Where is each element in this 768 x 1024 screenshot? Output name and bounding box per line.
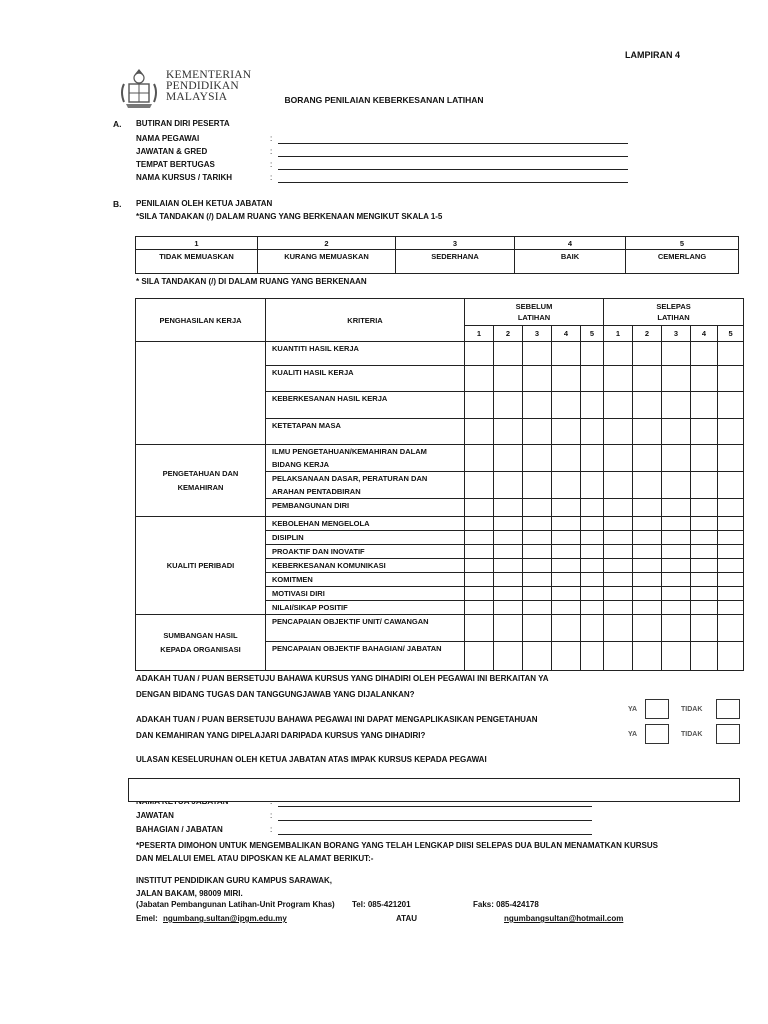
before-score-cell[interactable] [494,499,523,517]
after-score-cell[interactable] [604,531,633,545]
section-b-heading: PENILAIAN OLEH KETUA JABATAN [136,199,273,208]
before-score-cell[interactable] [523,392,552,419]
address-line-1: INSTITUT PENDIDIKAN GURU KAMPUS SARAWAK, [136,876,333,885]
after-score-cell[interactable] [604,615,633,642]
colon: : [270,811,273,820]
ulasan-label: ULASAN KESELURUHAN OLEH KETUA JABATAN ATAS IMPAK KURSUS KEPADA PEGAWAI [136,755,487,764]
before-score-cell[interactable] [552,642,581,671]
criteria-label: KEBOLEHAN MENGELOLA [266,517,465,531]
before-score-cell[interactable] [494,472,523,499]
scale-label: SEDERHANA [396,250,515,274]
fax: Faks: 085-424178 [473,900,539,909]
score-num: 1 [465,326,494,342]
after-score-cell[interactable] [691,587,718,601]
before-score-cell[interactable] [465,517,494,531]
before-score-cell[interactable] [552,587,581,601]
criteria-label [266,445,465,472]
group-name-line: SUMBANGAN HASIL [163,630,238,640]
question-2-line-2: DAN KEMAHIRAN YANG DIPELAJARI DARIPADA KURSUS YANG DIHADIRI? [136,731,426,740]
criteria-row [136,615,744,642]
q2-ya-checkbox[interactable] [645,724,669,744]
after-score-cell[interactable] [718,342,744,366]
q1-ya-checkbox[interactable] [645,699,669,719]
after-score-cell[interactable] [604,366,633,392]
scale-label: BAIK [515,250,626,274]
before-score-cell[interactable] [552,472,581,499]
criteria-row [136,517,744,531]
before-score-cell[interactable] [552,601,581,615]
after-score-cell[interactable] [691,642,718,671]
colon: : [270,147,273,156]
q1-tidak-label: TIDAK [681,706,703,713]
criteria-label-line: ILMU PENGETAHUAN/KEMAHIRAN DALAM [272,447,427,456]
colon: : [270,160,273,169]
after-score-cell[interactable] [691,573,718,587]
group-name-line: PENGETAHUAN DAN [162,468,239,478]
telephone: Tel: 085-421201 [352,900,411,909]
before-score-cell[interactable] [523,573,552,587]
after-score-cell[interactable] [662,559,691,573]
before-score-cell[interactable] [494,517,523,531]
before-score-cell[interactable] [523,472,552,499]
q2-tidak-checkbox[interactable] [716,724,740,744]
before-score-cell[interactable] [465,366,494,392]
jawatan-field[interactable] [278,811,592,821]
scale-label: KURANG MEMUASKAN [258,250,396,274]
group-name-line: KEPADA ORGANISASI [160,644,241,654]
score-num: 2 [633,326,662,342]
after-score-cell[interactable] [662,517,691,531]
return-note-line-1: *PESERTA DIMOHON UNTUK MENGEMBALIKAN BORANG YANG TELAH LENGKAP DIISI SELEPAS DUA BULAN MENAMATKAN KURSUS [136,841,658,850]
section-b-instruction: *SILA TANDAKAN (/) DALAM RUANG YANG BERKENAAN MENGIKUT SKALA 1-5 [136,212,443,221]
scale-num: 1 [136,237,258,250]
after-score-cell[interactable] [633,642,662,671]
tempat-bertugas-field[interactable] [278,160,628,170]
criteria-label: DISIPLIN [266,531,465,545]
question-1-line-1: ADAKAH TUAN / PUAN BERSETUJU BAHAWA KURSUS YANG DIHADIRI OLEH PEGAWAI INI BERKAITAN YA [136,674,549,683]
after-score-cell[interactable] [633,499,662,517]
before-score-cell[interactable] [523,419,552,445]
after-score-cell[interactable] [718,366,744,392]
col-header-group: PENGHASILAN KERJA [136,299,266,342]
before-score-cell[interactable] [494,642,523,671]
criteria-label [266,499,465,517]
before-score-cell[interactable] [552,573,581,587]
before-score-cell[interactable] [494,445,523,472]
after-score-cell[interactable] [718,587,744,601]
after-score-cell[interactable] [604,545,633,559]
before-score-cell[interactable] [465,392,494,419]
after-score-cell[interactable] [718,545,744,559]
after-score-cell[interactable] [604,573,633,587]
field-label-jawatan-gred: JAWATAN & GRED [136,147,208,156]
after-score-cell[interactable] [662,642,691,671]
before-score-cell[interactable] [581,545,604,559]
criteria-label: PENCAPAIAN OBJEKTIF BAHAGIAN/ JABATAN [266,642,465,671]
before-score-cell[interactable] [552,615,581,642]
after-score-cell[interactable] [691,472,718,499]
after-score-cell[interactable] [633,392,662,419]
before-score-cell[interactable] [494,601,523,615]
after-score-cell[interactable] [604,499,633,517]
before-score-cell[interactable] [465,531,494,545]
return-note [136,839,658,865]
before-score-cell[interactable] [552,517,581,531]
after-score-cell[interactable] [691,419,718,445]
before-score-cell[interactable] [523,615,552,642]
before-score-cell[interactable] [552,499,581,517]
criteria-label: KEBERKESANAN KOMUNIKASI [266,559,465,573]
before-score-cell[interactable] [581,392,604,419]
after-score-cell[interactable] [662,545,691,559]
before-score-cell[interactable] [494,587,523,601]
question-2 [136,712,538,744]
criteria-label: MOTIVASI DIRI [266,587,465,601]
scale-num: 3 [396,237,515,250]
question-1 [136,671,548,703]
after-score-cell[interactable] [604,472,633,499]
before-score-cell[interactable] [523,342,552,366]
before-score-cell[interactable] [523,499,552,517]
address-block [136,874,332,900]
criteria-label: KUANTITI HASIL KERJA [266,342,465,366]
before-line-1: SEBELUM [515,302,553,311]
before-score-cell[interactable] [523,601,552,615]
after-score-cell[interactable] [718,472,744,499]
after-score-cell[interactable] [604,342,633,366]
section-a-letter: A. [113,119,122,129]
after-score-cell[interactable] [662,342,691,366]
criteria-label: KETETAPAN MASA [266,419,465,445]
after-score-cell[interactable] [718,642,744,671]
before-score-cell[interactable] [552,392,581,419]
before-score-cell[interactable] [494,545,523,559]
before-score-cell[interactable] [465,545,494,559]
field-label-nama-pegawai: NAMA PEGAWAI [136,134,200,143]
before-score-cell[interactable] [494,342,523,366]
before-line-2: LATIHAN [517,313,551,322]
before-score-cell[interactable] [465,587,494,601]
before-score-cell[interactable] [494,419,523,445]
before-score-cell[interactable] [552,559,581,573]
before-score-cell[interactable] [581,615,604,642]
criteria-label-line: ARAHAN PENTADBIRAN [272,487,361,496]
before-score-cell[interactable] [523,517,552,531]
scale-number-row [136,237,739,250]
question-2-line-1: ADAKAH TUAN / PUAN BERSETUJU BAHAWA PEGAWAI INI DAPAT MENGAPLIKASIKAN PENGETAHUAN [136,715,538,724]
q1-tidak-checkbox[interactable] [716,699,740,719]
before-score-cell[interactable] [465,601,494,615]
criteria-label: KOMITMEN [266,573,465,587]
before-score-cell[interactable] [581,573,604,587]
criteria-label-line: PELAKSANAAN DASAR, PERATURAN DAN [272,474,428,483]
group-name [136,445,266,517]
score-num: 1 [604,326,633,342]
before-score-cell[interactable] [465,559,494,573]
scale-num: 2 [258,237,396,250]
after-score-cell[interactable] [718,419,744,445]
col-header-before [465,299,604,326]
criteria-label: NILAI/SIKAP POSITIF [266,601,465,615]
after-score-cell[interactable] [604,419,633,445]
after-score-cell[interactable] [718,392,744,419]
criteria-row [136,445,744,472]
group-name-line: KEMAHIRAN [177,482,224,492]
after-score-cell[interactable] [633,615,662,642]
email-link-2[interactable]: ngumbangsultan@hotmail.com [504,914,624,923]
atau-label: ATAU [396,914,418,923]
before-score-cell[interactable] [465,573,494,587]
after-score-cell[interactable] [604,642,633,671]
after-score-cell[interactable] [662,472,691,499]
after-score-cell[interactable] [633,559,662,573]
after-score-cell[interactable] [718,499,744,517]
col-header-criteria: KRITERIA [266,299,465,342]
score-num: 3 [523,326,552,342]
after-score-cell[interactable] [662,499,691,517]
after-score-cell[interactable] [633,366,662,392]
q1-ya-label: YA [628,706,638,713]
after-score-cell[interactable] [604,517,633,531]
colon: : [270,134,273,143]
before-score-cell[interactable] [465,499,494,517]
before-score-cell[interactable] [523,531,552,545]
before-score-cell[interactable] [465,445,494,472]
scale-label: TIDAK MEMUASKAN [136,250,258,274]
before-score-cell[interactable] [465,419,494,445]
before-score-cell[interactable] [552,531,581,545]
before-score-cell[interactable] [494,392,523,419]
before-score-cell[interactable] [552,545,581,559]
before-score-cell[interactable] [581,472,604,499]
q2-tidak-label: TIDAK [681,731,703,738]
after-score-cell[interactable] [633,342,662,366]
before-score-cell[interactable] [523,559,552,573]
criteria-row [136,342,744,366]
after-score-cell[interactable] [633,531,662,545]
field-label-bahagian: BAHAGIAN / JABATAN [136,825,223,834]
after-score-cell[interactable] [633,587,662,601]
after-line-2: LATIHAN [657,313,690,322]
before-score-cell[interactable] [465,642,494,671]
after-score-cell[interactable] [718,531,744,545]
jawatan-gred-field[interactable] [278,147,628,157]
col-header-after [604,299,744,326]
score-num: 4 [691,326,718,342]
after-score-cell[interactable] [691,342,718,366]
before-score-cell[interactable] [552,419,581,445]
after-score-cell[interactable] [604,392,633,419]
ministry-name-line-2: PENDIDIKAN [166,80,239,92]
after-score-cell[interactable] [718,559,744,573]
after-score-cell[interactable] [662,419,691,445]
scale-label-row [136,250,739,274]
after-score-cell[interactable] [691,601,718,615]
after-score-cell[interactable] [633,472,662,499]
before-score-cell[interactable] [465,472,494,499]
colon: : [270,825,273,834]
after-score-cell[interactable] [691,445,718,472]
before-score-cell[interactable] [494,573,523,587]
return-note-line-2: DAN MELALUI EMEL ATAU DIPOSKAN KE ALAMAT BERIKUT:- [136,854,374,863]
ministry-name-line-3: MALAYSIA [166,91,228,103]
score-num: 5 [581,326,604,342]
email-link-1[interactable]: ngumbang.sultan@ipgm.edu.my [163,914,287,923]
form-title: BORANG PENILAIAN KEBERKESANAN LATIHAN [284,95,484,105]
after-score-cell[interactable] [662,573,691,587]
colon: : [270,173,273,182]
after-score-cell[interactable] [691,531,718,545]
before-score-cell[interactable] [581,531,604,545]
nama-kursus-field[interactable] [278,173,628,183]
after-score-cell[interactable] [633,517,662,531]
after-line-1: SELEPAS [656,302,691,311]
before-score-cell[interactable] [465,615,494,642]
after-score-cell[interactable] [691,615,718,642]
after-score-cell[interactable] [662,531,691,545]
before-score-cell[interactable] [552,342,581,366]
table-header-row [136,299,744,326]
scale-num: 5 [626,237,739,250]
after-score-cell[interactable] [604,601,633,615]
evaluation-table-body [136,342,744,671]
after-score-cell[interactable] [691,392,718,419]
email-label: Emel: [136,914,158,923]
after-score-cell[interactable] [718,517,744,531]
before-score-cell[interactable] [581,587,604,601]
before-score-cell[interactable] [581,419,604,445]
field-label-jawatan: JAWATAN [136,811,174,820]
before-score-cell[interactable] [523,445,552,472]
lampiran-label: LAMPIRAN 4 [625,50,681,60]
before-score-cell[interactable] [494,531,523,545]
after-score-cell[interactable] [662,615,691,642]
criteria-label: KUALITI HASIL KERJA [266,366,465,392]
before-score-cell[interactable] [581,499,604,517]
after-score-cell[interactable] [691,545,718,559]
before-score-cell[interactable] [552,366,581,392]
ministry-name-line-1: KEMENTERIAN [166,69,252,81]
after-score-cell[interactable] [633,419,662,445]
after-score-cell[interactable] [633,601,662,615]
after-score-cell[interactable] [662,392,691,419]
after-score-cell[interactable] [604,587,633,601]
after-score-cell[interactable] [633,445,662,472]
before-score-cell[interactable] [494,615,523,642]
score-num: 3 [662,326,691,342]
after-score-cell[interactable] [718,615,744,642]
score-num: 5 [718,326,744,342]
after-score-cell[interactable] [633,573,662,587]
criteria-label-line: BIDANG KERJA [272,460,330,469]
after-score-cell[interactable] [662,366,691,392]
before-score-cell[interactable] [581,559,604,573]
score-num: 4 [552,326,581,342]
rating-scale-table [135,236,739,274]
group-name-line: KUALITI PERIBADI [166,560,235,570]
before-score-cell[interactable] [523,642,552,671]
group-name [136,342,266,445]
evaluation-table [135,298,744,671]
before-score-cell[interactable] [523,587,552,601]
after-score-cell[interactable] [691,559,718,573]
before-score-cell[interactable] [494,559,523,573]
before-score-cell[interactable] [581,642,604,671]
question-1-line-2: DENGAN BIDANG TUGAS DAN TANGGUNGJAWAB YANG DIJALANKAN? [136,690,415,699]
q2-ya-label: YA [628,731,638,738]
criteria-label: PENCAPAIAN OBJEKTIF UNIT/ CAWANGAN [266,615,465,642]
criteria-label [266,472,465,499]
scale-label: CEMERLANG [626,250,739,274]
before-score-cell[interactable] [581,517,604,531]
after-score-cell[interactable] [691,366,718,392]
after-score-cell[interactable] [662,587,691,601]
before-score-cell[interactable] [581,445,604,472]
after-score-cell[interactable] [604,559,633,573]
after-score-cell[interactable] [691,499,718,517]
after-score-cell[interactable] [662,601,691,615]
before-score-cell[interactable] [494,366,523,392]
after-score-cell[interactable] [691,517,718,531]
section-b-instruction-2: * SILA TANDAKAN (/) DI DALAM RUANG YANG BERKENAAN [136,277,367,286]
after-score-cell[interactable] [718,445,744,472]
before-score-cell[interactable] [581,601,604,615]
after-score-cell[interactable] [604,445,633,472]
after-score-cell[interactable] [718,573,744,587]
address-line-2: JALAN BAKAM, 98009 MIRI. [136,889,243,898]
group-name [136,615,266,671]
score-num: 2 [494,326,523,342]
section-a-heading: BUTIRAN DIRI PESERTA [136,119,230,128]
before-score-cell[interactable] [581,366,604,392]
group-name [136,517,266,615]
before-score-cell[interactable] [523,366,552,392]
before-score-cell[interactable] [465,342,494,366]
criteria-label-line: PEMBANGUNAN DIRI [272,501,350,510]
criteria-label: KEBERKESANAN HASIL KERJA [266,392,465,419]
before-score-cell[interactable] [523,545,552,559]
address-line-3: (Jabatan Pembangunan Latihan-Unit Program Khas) [136,900,335,909]
after-score-cell[interactable] [718,601,744,615]
after-score-cell[interactable] [633,545,662,559]
ulasan-textbox[interactable] [128,778,740,802]
after-score-cell[interactable] [662,445,691,472]
field-label-nama-kursus: NAMA KURSUS / TARIKH [136,173,232,182]
section-b-letter: B. [113,199,122,209]
scale-num: 4 [515,237,626,250]
bahagian-field[interactable] [278,825,592,835]
nama-pegawai-field[interactable] [278,134,628,144]
criteria-label: PROAKTIF DAN INOVATIF [266,545,465,559]
before-score-cell[interactable] [581,342,604,366]
before-score-cell[interactable] [552,445,581,472]
field-label-tempat-bertugas: TEMPAT BERTUGAS [136,160,215,169]
